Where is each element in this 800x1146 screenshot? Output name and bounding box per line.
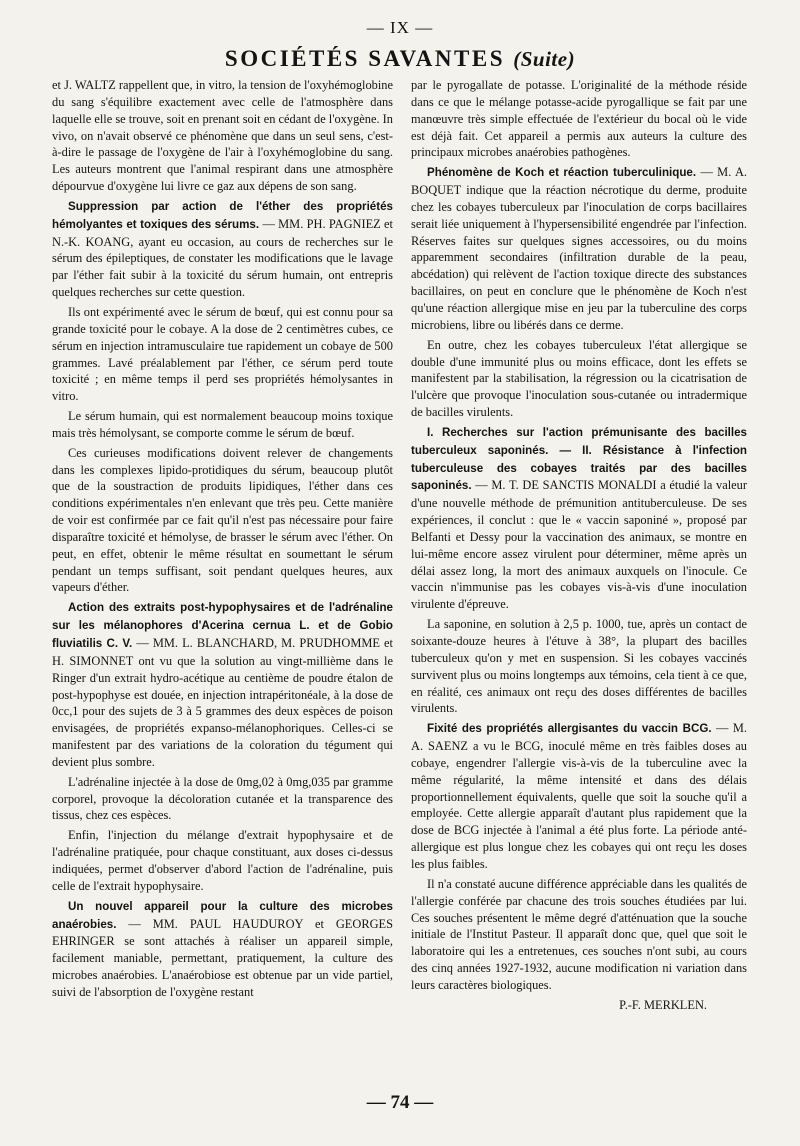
- paragraph: En outre, chez les cobayes tuberculeux l'état allergique se double d'une immunité plus ou moins efficace, dont les effets se manifestent par la stabilisation, la régression ou la cicatrisation de l'ulcère que provoque l'inoculation sous-cutanée ou intradermique de bacilles virulents.: [411, 337, 747, 420]
- paragraph: L'adrénaline injectée à la dose de 0mg,02 à 0mg,035 par gramme corporel, provoque la décoloration cutanée et la transparence des tissus, chez ces espèces.: [52, 774, 393, 823]
- section-authors: — M. T. DE SANCTIS MONALDI: [475, 478, 657, 493]
- section-text: ont vu que la solution au vingt-millième dans le Ringer d'un extrait hydro-acétique au centième de poudre étalon de post-hypophyse est douée, en injection intrapéritonéale, à la dose de 0cc,1 pour des sujets de 3 à 5 grammes des deux espèces de poison envisagées, de propriétés expanso-mélanophoriques. Celles-ci se manifestent par des variations de la coloration du tégument qui devient plus sombre.: [52, 653, 393, 769]
- section-authors: — M. A. BOQUET: [411, 165, 747, 198]
- section-heading: Fixité des propriétés allergisantes du vaccin BCG.: [427, 722, 712, 736]
- section-heading: Un nouvel appareil pour la culture des microbes anaérobies.: [52, 899, 393, 931]
- section-heading: I. Recherches sur l'action prémunisante des bacilles tuberculeux saponinés. — II. Résistance à l'infection tuberculeuse des cobayes traités par des bacilles saponinés.: [411, 425, 747, 493]
- paragraph: Il n'a constaté aucune différence appréciable dans les qualités de l'allergie conférée par chacune des trois souches étudiées par lui. Ces souches présentent le même degré d'atténuation que la souche initiale de l'Institut Pasteur. Il apparaît donc que, quel que soit le laboratoire qui les a entretenues, ces souches n'ont subi, au cours des cinq années 1927-1932, aucune modification ni variation dans leurs caractères biologiques.: [411, 876, 747, 992]
- section-text: se sont attachés à réaliser un appareil simple, facilement maniable, permettant, pratiquement, la culture des microbes anaérobies. L'anaérobiose est obtenue par un vide partiel, suivi de l'absorption de l'oxygène restant: [52, 934, 393, 999]
- section-authors: — M. A. SAENZ: [411, 721, 747, 754]
- section-text: indique que la réaction nécrotique du derme, produite chez les cobayes tuberculeux par l'inoculation de corps bacillaires serait liée uniquement à l'hypersensibilité engendrée par l'infection. Réserves faites sur quelques signes accessoires, ou du moins apparemment secondaires (infiltration durable de la peau, abcédation) qui relèvent de l'action toxique directe des substances bacillaires, on peut en conclure que le phénomène de Koch n'est qu'une réaction allergique mise en jeu par la tuberculine des corps microbiens, libre ou libérés dans ce derme.: [411, 183, 747, 332]
- section-authors: — MM. L. BLANCHARD, M. PRUDHOMME et H. SIMONNET: [52, 636, 393, 668]
- paragraph: Le sérum humain, qui est normalement beaucoup moins toxique mais très hémolysant, se comporte comme le sérum de bœuf.: [52, 409, 393, 440]
- section-bacilles-saponines: [411, 424, 747, 613]
- section-heading: Phénomène de Koch et réaction tuberculinique.: [427, 166, 697, 180]
- section-heading: Suppression par action de l'éther des propriétés hémolyantes et toxiques des sérums.: [52, 199, 393, 231]
- running-title: [0, 46, 800, 72]
- paragraph: Ils ont expérimenté avec le sérum de bœuf, qui est connu pour sa grande toxicité pour le cobaye. A la dose de 2 centimètres cubes, ce sérum en injection intramusculaire tue rapidement un cobaye de 500 grammes. Lavé préalablement par l'éther, ce sérum perd toute toxicité ; en même temps il perd ses propriétés hémolysantes in vitro.: [52, 304, 393, 404]
- section-appareil-anaerobies: [52, 898, 393, 1001]
- author-signature: P.-F. MERKLEN.: [619, 997, 707, 1012]
- section-text: a étudié la valeur d'une nouvelle méthode de prémunition antituberculeuse. De ses expériences, il conclut : que le « vaccin saponiné », proposé par Belfanti et Dessy pour la vaccination des animaux, se montre en lui-même encore assez virulent pour déterminer, même après un délai assez long, la mort des animaux auxquels on l'inocule. Ce vaccin n'immunise pas les cobayes vis-à-vis d'une inoculation virulente d'épreuve.: [411, 478, 747, 612]
- roman-folio: — IX —: [366, 18, 434, 37]
- paragraph: La saponine, en solution à 2,5 p. 1000, tue, après un contact de soixante-douze heures à l'étuve à 38°, la plupart des bacilles tuberculeux qu'on y met en suspension. Si les cobayes vaccinés survivent plus ou moins longtemps aux témoins, cela tient à ce que, en réalité, ces animaux ont reçu des doses différentes de bacilles virulents.: [411, 617, 747, 716]
- section-suppression-ether: [52, 198, 393, 301]
- section-heading: Action des extraits post-hypophysaires et de l'adrénaline sur les mélanophores d'Acerina cernua L. et de Gobio fluviatilis C. V.: [52, 601, 393, 650]
- section-title-suite: (Suite): [513, 47, 576, 71]
- section-title: SOCIÉTÉS SAVANTES: [224, 46, 505, 71]
- section-text: ayant eu occasion, au cours de recherches sur le sérum des épileptiques, de constater les modifications que le lavage par l'éther fait subir à la toxicité du sérum humain, ont entrepris quelques recherches sur cette question.: [52, 234, 393, 300]
- section-phenomene-koch: [411, 164, 747, 333]
- section-fixite-bcg: [411, 720, 747, 873]
- page-number: — 74 —: [366, 1092, 434, 1113]
- right-column: [411, 77, 747, 1092]
- left-column: [52, 77, 393, 1092]
- paragraph: Ces curieuses modifications doivent relever de changements dans les complexes lipido-protidiques du sérum, beaucoup plutôt que de la soustraction de produits lipidiques, l'éther dans ces conditions expérimentales n'en enlevant que très peu. Cette manière de voir est confirmée par ce fait qu'il n'est pas nécessaire pour faire disparaître toxicité et hémolyse, de brasser le sérum avec l'éther. On peut, en effet, obtenir le même résultat en soumettant le sérum pendant un temps suffisant, soit pendant quelques heures, aux vapeurs d'éther.: [52, 445, 393, 595]
- paragraph: Enfin, l'injection du mélange d'extrait hypophysaire et de l'adrénaline pratiquée, pour chaque constituant, aux doses ci-dessus indiquées, permet d'observer d'abord l'action de l'adrénaline, puis celle de l'extrait hypophysaire.: [52, 828, 393, 893]
- section-text: a vu le BCG, inoculé même en très faibles doses au cobaye, engendrer l'allergie vis-à-vis de la tuberculine avec la même régularité, la même intensité et dans des délais proportionnellement équivalents, quelle que soit la souche qu'il a employée. Cette allergie apparaît d'autant plus rapidement que la dose de BCG injectée à l'animal a été plus forte. La période anté-allergique est plus longue chez les cobayes qui ont reçu les doses les plus faibles.: [411, 739, 747, 871]
- paragraph: et J. WALTZ rappellent que, in vitro, la tension de l'oxyhémoglobine du sang s'équilibre exactement avec celle de l'atmosphère dans laquelle elle se trouve, soit en prenant soit en cédant de l'oxygène. In vivo, on n'avait observé ce phénomène que dans un seul sens, c'est-à-dire le passage de l'oxygène de l'air à l'oxyhémoglobine du sang. Les auteurs montrent que l'animal respirant dans une atmosphère dépourvue d'oxygène lui livre ce gaz aux dépens de son sang.: [52, 78, 393, 194]
- paragraph: par le pyrogallate de potasse. L'originalité de la méthode réside dans ce que le mélange potasse-acide pyrogallique se fait par une manœuvre très simple effectuée de l'extérieur du bocal où le vide est déjà fait. Cet appareil a permis aux auteurs la culture des principaux microbes anaérobies pathogènes.: [411, 78, 747, 160]
- section-authors: — MM. PAUL HAUDUROY et GEORGES EHRINGER: [52, 916, 393, 949]
- section-authors: — MM. PH. PAGNIEZ et N.-K. KOANG,: [52, 216, 393, 249]
- section-extraits-hypophysaires: [52, 599, 393, 770]
